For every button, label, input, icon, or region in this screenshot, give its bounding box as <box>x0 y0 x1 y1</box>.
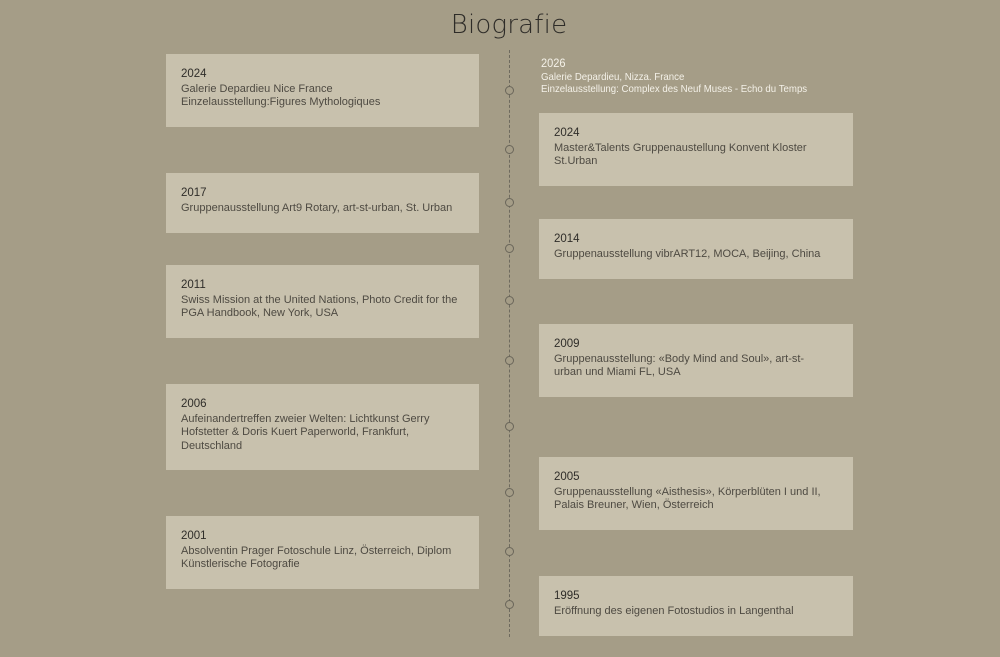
card-year: 2024 <box>554 127 580 139</box>
card-text: Gruppenausstellung «Aisthesis», Körperblüten I und II, Palais Breuner, Wien, Österreich <box>554 485 821 511</box>
page-title: Biografie <box>450 10 568 40</box>
featured-line-1: Galerie Depardieu, Nizza. France <box>541 70 685 83</box>
timeline-dot <box>505 86 514 95</box>
timeline-dot <box>505 198 514 207</box>
timeline-card-right <box>539 457 853 530</box>
card-year: 2006 <box>181 398 207 410</box>
featured-year: 2026 <box>541 56 566 70</box>
timeline-dot <box>505 296 514 305</box>
timeline-dot <box>505 145 514 154</box>
card-year: 2024 <box>181 68 207 80</box>
card-year: 2017 <box>181 187 207 199</box>
card-text: Absolventin Prager Fotoschule Linz, Österreich, Diplom Künstlerische Fotografie <box>181 544 452 570</box>
card-text: Gruppenausstellung vibrART12, MOCA, Beijing, China <box>554 247 821 260</box>
timeline-dot <box>505 600 514 609</box>
timeline-dot <box>505 244 514 253</box>
card-year: 2009 <box>554 338 580 350</box>
timeline-dot <box>505 547 514 556</box>
card-year: 1995 <box>554 590 580 602</box>
timeline-card-left <box>166 516 479 589</box>
timeline-dot <box>505 488 514 497</box>
card-year: 2011 <box>181 279 206 291</box>
timeline-card-left <box>166 173 479 233</box>
timeline-card-right <box>539 219 853 279</box>
card-year: 2005 <box>554 471 580 483</box>
timeline-card-right <box>539 113 853 186</box>
timeline-dot <box>505 422 514 431</box>
card-year: 2001 <box>181 530 207 542</box>
timeline-card-left <box>166 54 479 127</box>
card-text: Galerie Depardieu Nice France Einzelausstellung:Figures Mythologiques <box>181 82 381 108</box>
timeline-card-left <box>166 384 479 470</box>
card-text: Gruppenausstellung Art9 Rotary, art-st-urban, St. Urban <box>181 201 453 214</box>
card-text: Master&Talents Gruppenaustellung Konvent Kloster St.Urban <box>554 141 807 167</box>
timeline-card-right <box>539 576 853 636</box>
card-text: Aufeinandertreffen zweier Welten: Lichtkunst Gerry Hofstetter & Doris Kuert Paperworld, Frankfurt, Deutschland <box>181 412 430 452</box>
card-text: Swiss Mission at the United Nations, Photo Credit for the PGA Handbook, New York, USA <box>181 293 458 319</box>
featured-entry <box>541 57 845 96</box>
featured-line-2: Einzelausstellung: Complex des Neuf Muses - Echo du Temps <box>541 83 808 95</box>
card-text: Gruppenausstellung: «Body Mind and Soul», art-st- urban und Miami FL, USA <box>554 352 805 378</box>
timeline-dot <box>505 356 514 365</box>
timeline-card-left <box>166 265 479 338</box>
card-text: Eröffnung des eigenen Fotostudios in Langenthal <box>554 604 794 617</box>
timeline-card-right <box>539 324 853 397</box>
card-year: 2014 <box>554 233 580 245</box>
